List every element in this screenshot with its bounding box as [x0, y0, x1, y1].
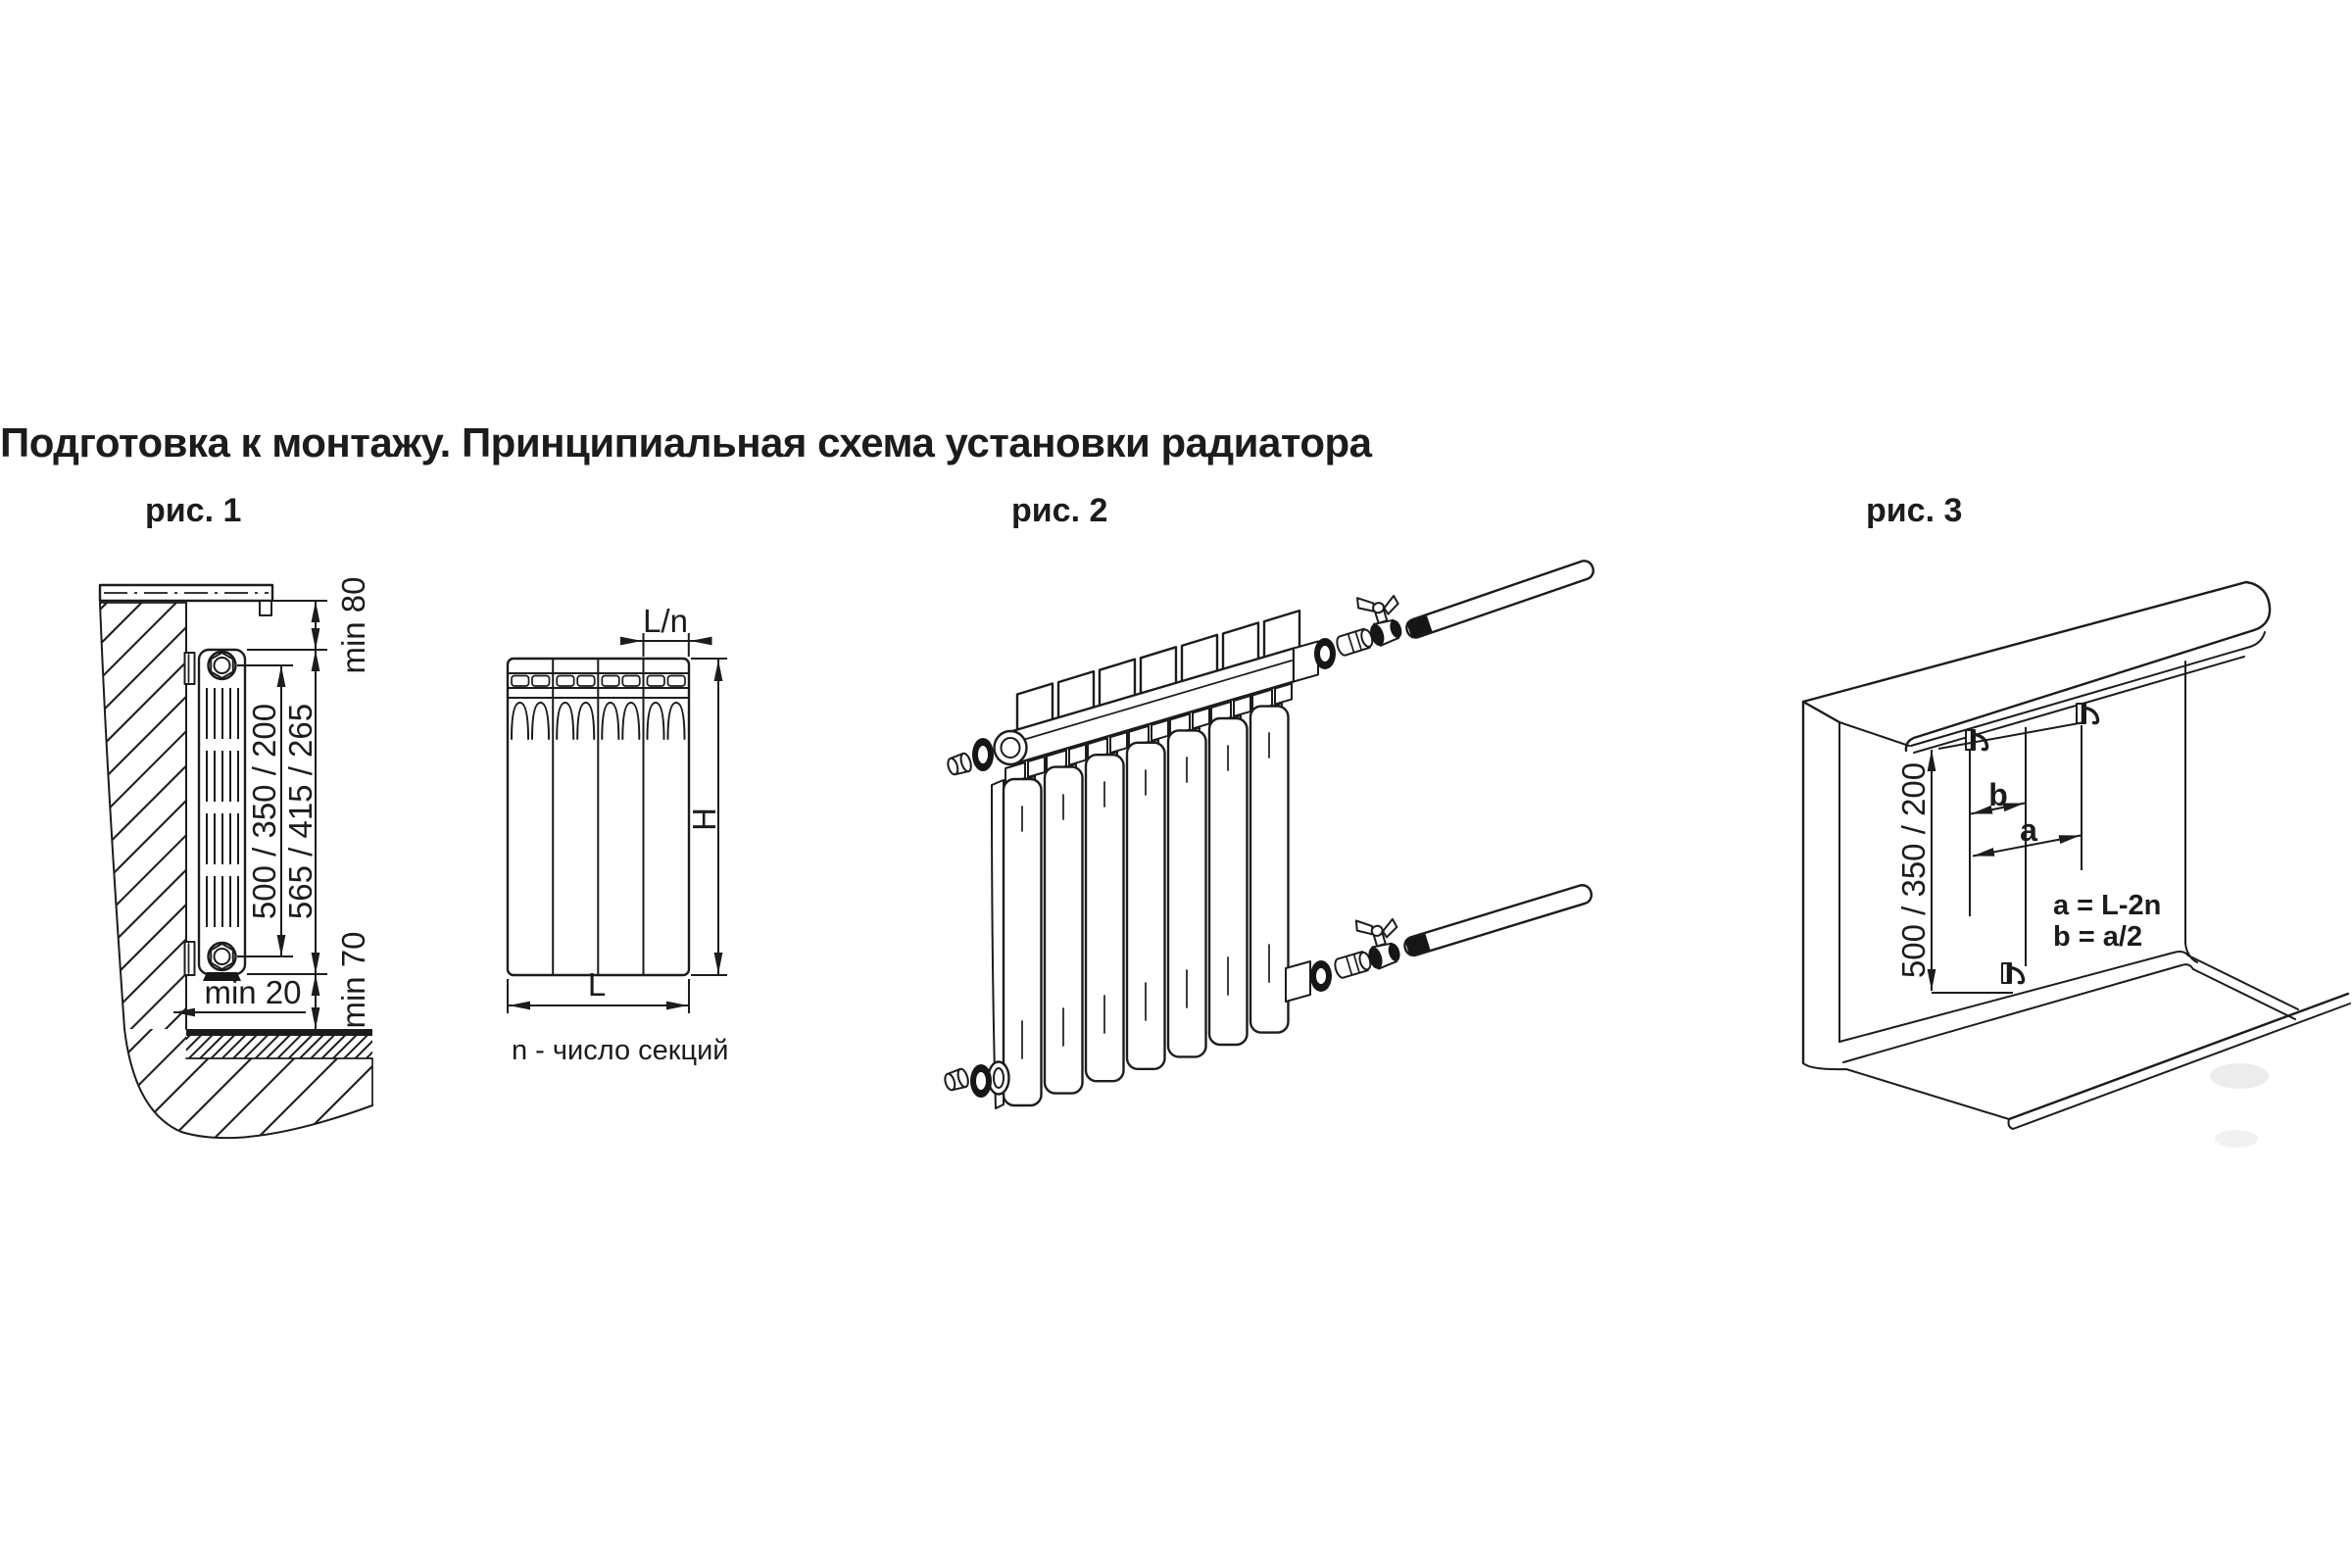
top-nipple: [209, 652, 236, 679]
bottom-return-pipe: [1286, 883, 1593, 1002]
top-left-plug: [946, 738, 994, 776]
floor-section: [124, 1029, 372, 1138]
figure1-front-view: [470, 588, 745, 1078]
dim-length: L: [587, 966, 607, 1003]
bracket-top-right: [2077, 704, 2098, 723]
figure3-dimensions: [1895, 722, 2161, 993]
top-supply-pipe: [1314, 559, 1595, 669]
room-shell: [1803, 582, 2350, 1129]
dim-section-width: L/n: [643, 603, 688, 639]
dim-bracket-heights: 500 / 350 / 200: [1895, 761, 1932, 979]
wall-section: [100, 603, 186, 1029]
dim-half-span: b: [1988, 777, 2008, 812]
dim-nipple-heights: 500 / 350 / 200: [246, 703, 282, 920]
floor-surface-line: [186, 1029, 372, 1036]
radiator-side-profile: [185, 650, 246, 981]
dim-bottom-clearance: min 70: [335, 931, 371, 1029]
figure1-side-view: [83, 568, 387, 1156]
floor-shade-2: [2215, 1130, 2258, 1148]
dim-overall-heights: 565 / 415 / 265: [282, 703, 318, 920]
top-ball-valve: [1326, 587, 1409, 659]
page-title: Подготовка к монтажу. Принципиальная схема установки радиатора: [0, 419, 1372, 466]
figure1-label: рис. 1: [145, 492, 242, 529]
wall-bracket-top: [185, 653, 195, 684]
sill-drip-edge: [260, 601, 271, 615]
front-view-caption: n - число секций: [512, 1035, 729, 1066]
formula-span: a = L-2n: [2053, 890, 2162, 921]
bracket-bottom: [2002, 963, 2024, 983]
radiator-front: [508, 659, 689, 975]
bottom-ball-valve: [1324, 910, 1406, 981]
floor-shade: [2210, 1063, 2269, 1089]
section-side-face: [992, 780, 1004, 1108]
figure2-isometric-radiator: [921, 549, 1617, 1137]
dim-span: a: [2020, 812, 2037, 848]
dim-height: H: [686, 808, 722, 831]
figure2-label: рис. 2: [1011, 492, 1108, 529]
figure3-label: рис. 3: [1866, 492, 1963, 529]
bottom-nipple: [209, 943, 236, 970]
wall-bracket-bottom: [185, 942, 195, 975]
bottom-left-plug: [943, 1062, 1008, 1099]
dim-top-clearance: min 80: [335, 576, 371, 674]
dim-wall-clearance: min 20: [204, 974, 302, 1010]
formula-half-span: b = a/2: [2053, 921, 2143, 953]
figure3-bracket-layout: [1784, 568, 2352, 1156]
